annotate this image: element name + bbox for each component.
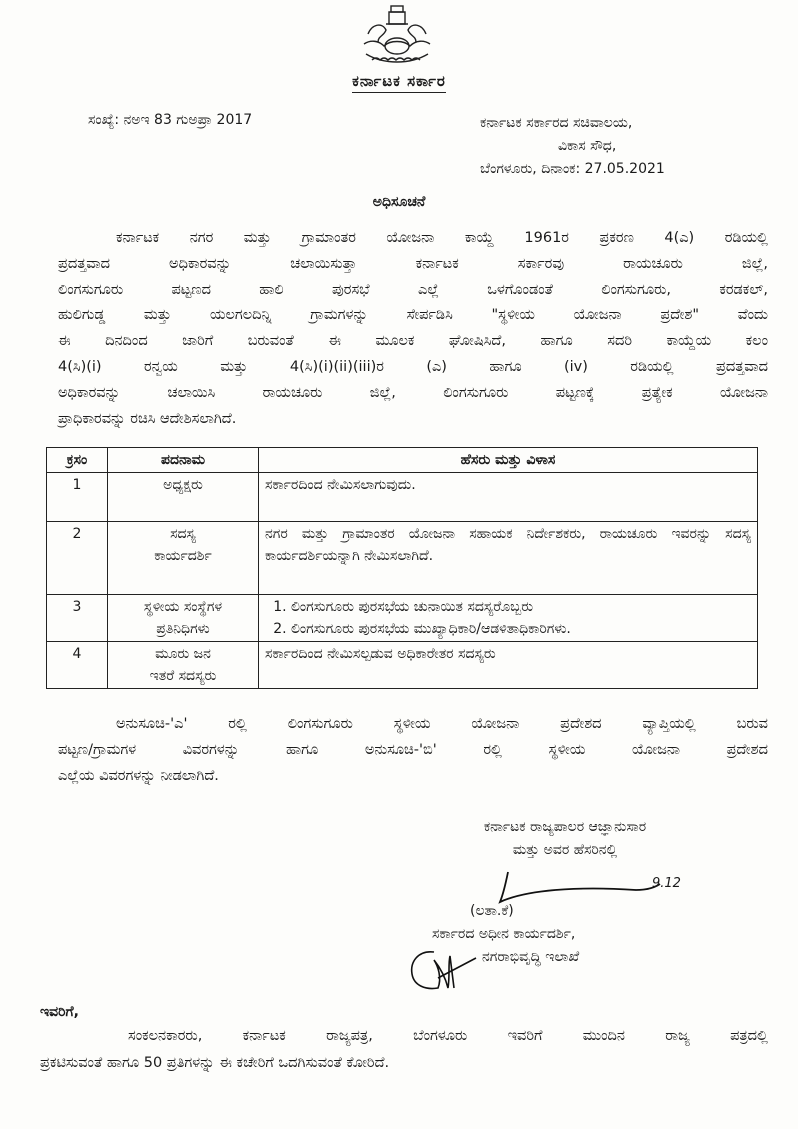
table-row [47,473,758,522]
notification-title: ಅಧಿಸೂಚನೆ [372,194,426,210]
paragraph-line: 4(ಸಿ)(i) ರನ್ವಯ ಮತ್ತು 4(ಸಿ)(i)(ii)(iii)ರ (ಎ) ಹಾಗೂ (iv) ರಡಿಯಲ್ಲಿ ಪ್ರದತ್ತವಾದ [58,358,768,375]
state-emblem-icon [356,4,438,68]
address-date-line: ಬೆಂಗಳೂರು, ದಿನಾಂಕ: 27.05.2021 [480,161,665,177]
member-list-item: 1. ಲಿಂಗಸುಗೂರು ಪುರಸಭೆಯ ಚುನಾಯಿತ ಸದಸ್ಯರೊಬ್ಬರು [291,596,751,618]
order-line: ಮತ್ತು ಅವರ ಹೆಸರಿನಲ್ಲಿ [512,842,618,858]
member-list-item: 2. ಲಿಂಗಸುಗೂರು ಪುರಸಭೆಯ ಮುಖ್ಯಾಧಿಕಾರಿ/ಆಡಳಿತಾಧಿಕಾರಿಗಳು. [291,618,751,640]
initials-mark [408,948,478,993]
paragraph-line: ಪ್ರಕಟಿಸುವಂತೆ ಹಾಗೂ 50 ಪ್ರತಿಗಳನ್ನು ಈ ಕಚೇರಿಗೆ ಒದಗಿಸುವಂತೆ ಕೋರಿದೆ. [40,1055,390,1071]
member-list [265,596,751,640]
paragraph-line: ಅಧಿಕಾರವನ್ನು ಚಲಾಯಿಸಿ ರಾಯಚೂರು ಜಿಲ್ಲೆ, ಲಿಂಗಸುಗೂರು ಪಟ್ಟಣಕ್ಕೆ ಪ್ರತ್ಯೇಕ ಯೋಜನಾ [58,384,768,401]
paragraph-line: ಲಿಂಗಸುಗೂರು ಪಟ್ಟಣದ ಹಾಲಿ ಪುರಸಭೆ ಎಲ್ಲೆ ಒಳಗೊಂಡಂತೆ ಲಿಂಗಸುಗೂರು, ಕರಡಕಲ್, [58,281,768,298]
designation [108,473,259,522]
designation-line: ಇತರೆ ಸದಸ್ಯರು [149,668,217,684]
recipient-paragraph [40,1024,768,1078]
government-title-text: ಕರ್ನಾಟಕ ಸರ್ಕಾರ [352,72,446,93]
designation [108,522,259,595]
government-title [0,72,798,90]
order-authority [420,816,710,862]
paragraph-line: ಪ್ರಾಧಿಕಾರವನ್ನು ರಚಿಸಿ ಆದೇಶಿಸಲಾಗಿದೆ. [58,410,237,427]
serial-no: 1 [47,473,108,522]
paragraph-line: ಈ ದಿನದಿಂದ ಜಾರಿಗೆ ಬರುವಂತೆ ಈ ಮೂಲಕ ಘೋಷಿಸಿದೆ, ಹಾಗೂ ಸದರಿ ಕಾಯ್ದೆಯ ಕಲಂ [58,333,768,350]
paragraph-line [58,226,768,252]
header-name-address: ಹೆಸರು ಮತ್ತು ವಿಳಾಸ [259,448,758,473]
name-address: ಸರ್ಕಾರದಿಂದ ನೇಮಿಸಲ್ಪಡುವ ಅಧಿಕಾರೇತರ ಸದಸ್ಯರು [259,642,758,689]
table-row [47,642,758,689]
signer-name: (ಲತಾ.ಕೆ) [470,903,514,919]
name-address: ಸರ್ಕಾರದಿಂದ ನೇಮಿಸಲಾಗುವುದು. [259,473,758,522]
paragraph-line: ಪಟ್ಟಣ/ಗ್ರಾಮಗಳ ವಿವರಗಳನ್ನು ಹಾಗೂ ಅನುಸೂಚಿ-'ಬಿ' ರಲ್ಲಿ ಸ್ಥಳೀಯ ಯೋಜನಾ ಪ್ರದೇಶದ [58,741,768,758]
paragraph-line [40,1024,768,1051]
signer-department: ನಗರಾಭಿವೃದ್ಧಿ ಇಲಾಖೆ [482,949,580,965]
serial-no: 3 [47,595,108,642]
notification-paragraph [58,226,768,432]
office-address [480,112,665,181]
signature-date: 9.12 [652,876,681,891]
name-address [259,595,758,642]
serial-no: 4 [47,642,108,689]
address-line: ಕರ್ನಾಟಕ ಸರ್ಕಾರದ ಸಚಿವಾಲಯ, [480,115,633,131]
paragraph-line [58,712,768,738]
paragraph-line: ಎಲ್ಲೆಯ ವಿವರಗಳನ್ನು ನೀಡಲಾಗಿದೆ. [58,767,219,784]
table-header-row [47,448,758,473]
designation [108,595,259,642]
designation-line: ಪ್ರತಿನಿಧಿಗಳು [156,621,210,637]
reference-number: ಸಂಖ್ಯೆ: ನಅಇ 83 ಗುಅಪ್ರಾ 2017 [88,112,253,128]
address-line: ವಿಕಾಸ ಸೌಧ, [558,138,617,154]
paragraph-line-text: ಅನುಸೂಚಿ-'ಎ' ರಲ್ಲಿ ಲಿಂಗಸುಗೂರು ಸ್ಥಳೀಯ ಯೋಜನಾ ಪ್ರದೇಶದ ವ್ಯಾಪ್ತಿಯಲ್ಲಿ ಬರುವ [116,716,768,732]
designation-line: ಅಧ್ಯಕ್ಷರು [163,477,203,493]
serial-no: 2 [47,522,108,595]
schedule-paragraph [58,712,768,789]
paragraph-line-text: ಕರ್ನಾಟಕ ನಗರ ಮತ್ತು ಗ್ರಾಮಾಂತರ ಯೋಜನಾ ಕಾಯ್ದೆ 1961ರ ಪ್ರಕರಣ 4(ಎ) ರಡಿಯಲ್ಲಿ [116,230,768,246]
order-line: ಕರ್ನಾಟಕ ರಾಜ್ಯಪಾಲರ ಆಜ್ಞಾನುಸಾರ [483,819,647,835]
recipient-label: ಇವರಿಗೆ, [40,1004,79,1020]
name-address: ನಗರ ಮತ್ತು ಗ್ರಾಮಾಂತರ ಯೋಜನಾ ಸಹಾಯಕ ನಿರ್ದೇಶಕರು, ರಾಯಚೂರು ಇವರನ್ನು ಸದಸ್ಯ ಕಾರ್ಯದರ್ಶಿಯನ್ನಾಗಿ ನೇಮಿಸಲಾಗಿದೆ. [259,522,758,595]
designation-line: ಕಾರ್ಯದರ್ಶಿ [154,548,212,564]
designation-line: ಸ್ಥಳೀಯ ಸಂಸ್ಥೆಗಳ [143,599,223,615]
designation-line: ಸದಸ್ಯ [170,526,196,542]
paragraph-line: ಪ್ರದತ್ತವಾದ ಅಧಿಕಾರವನ್ನು ಚಲಾಯಿಸುತ್ತಾ ಕರ್ನಾಟಕ ಸರ್ಕಾರವು ರಾಯಚೂರು ಜಿಲ್ಲೆ, [58,255,768,272]
designation [108,642,259,689]
paragraph-line-text: ಸಂಕಲನಕಾರರು, ಕರ್ನಾಟಕ ರಾಜ್ಯಪತ್ರ, ಬೆಂಗಳೂರು ಇವರಿಗೆ ಮುಂದಿನ ರಾಜ್ಯ ಪತ್ರದಲ್ಲಿ [128,1028,768,1044]
header-serial-no: ಕ್ರಸಂ [47,448,108,473]
table-row [47,595,758,642]
authority-members-table [46,447,758,689]
table-row [47,522,758,595]
paragraph-line: ಹುಲಿಗುಡ್ಡ ಮತ್ತು ಯಲಗಲದಿನ್ನಿ ಗ್ರಾಮಗಳನ್ನು ಸೇರ್ಪಡಿಸಿ "ಸ್ಥಳೀಯ ಯೋಜನಾ ಪ್ರದೇಶ" ವೆಂದು [58,307,768,324]
designation-line: ಮೂರು ಜನ [155,646,211,662]
header-designation: ಪದನಾಮ [108,448,259,473]
signer-title: ಸರ್ಕಾರದ ಅಧೀನ ಕಾರ್ಯದರ್ಶಿ, [432,926,576,942]
